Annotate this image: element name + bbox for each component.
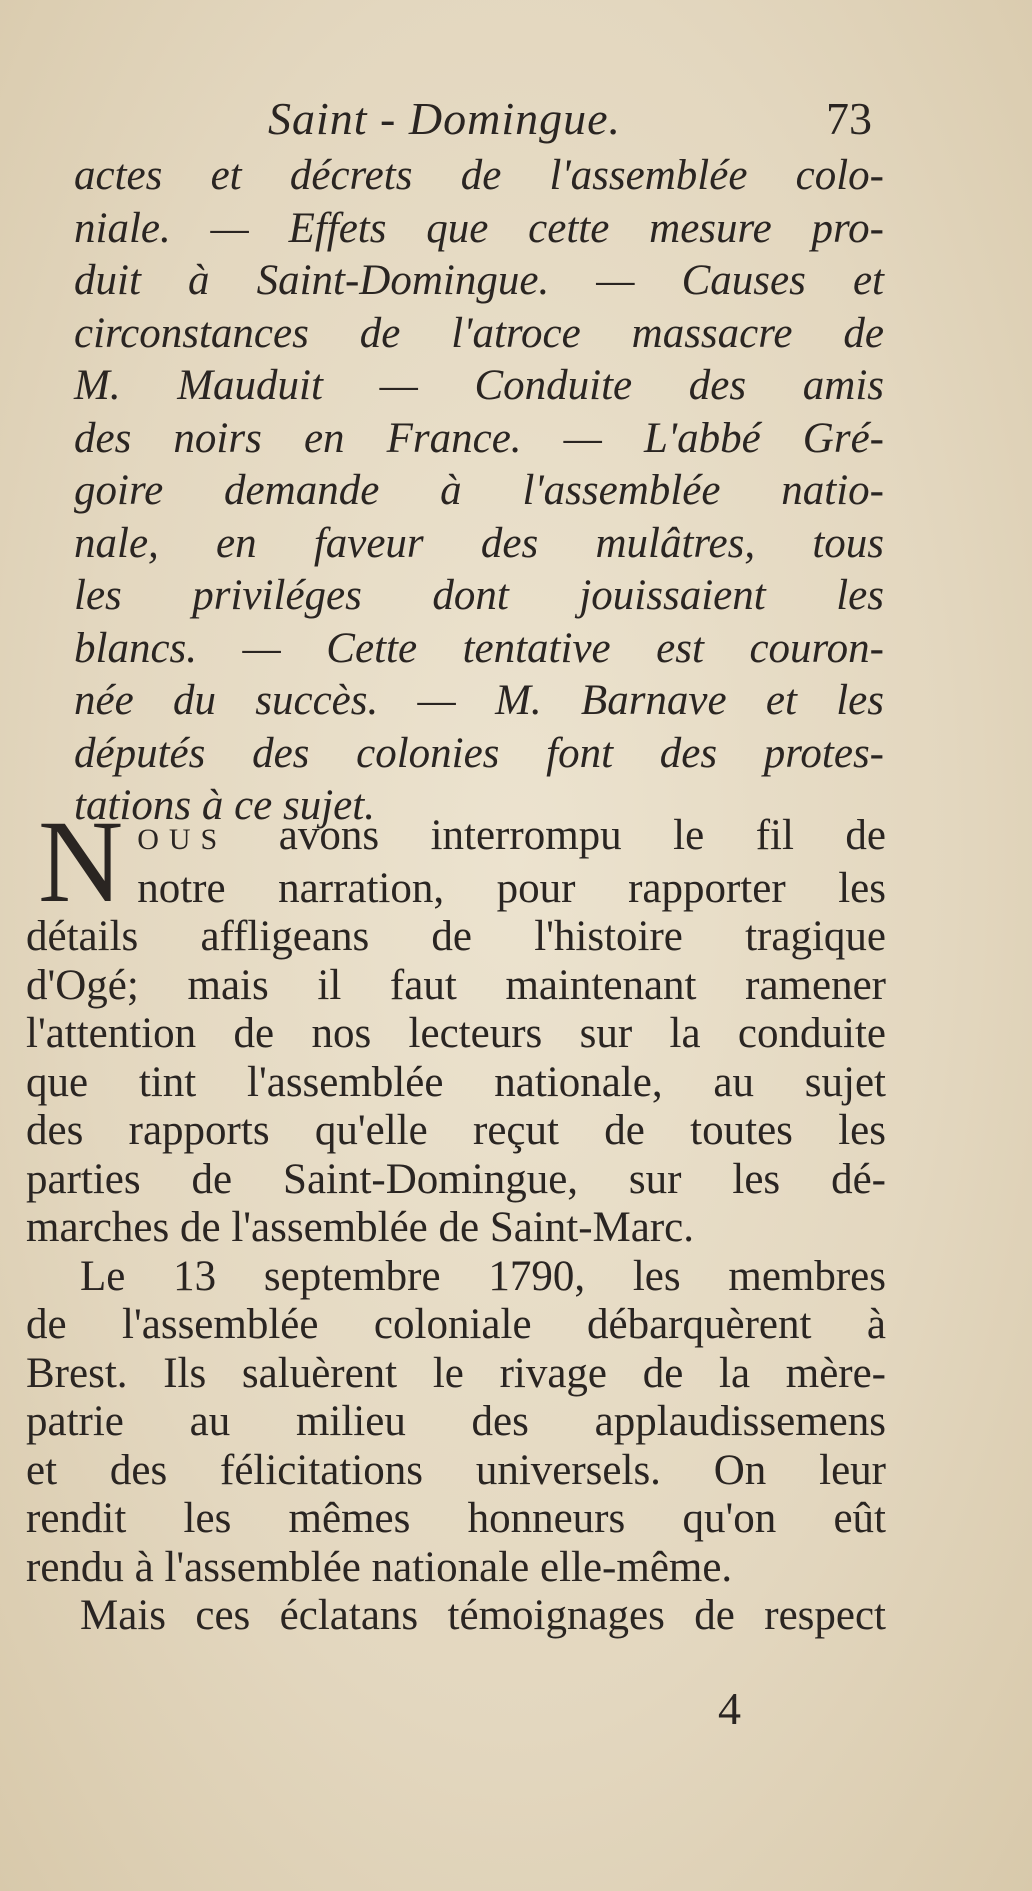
body-line: rendu à l'assemblée nationale elle-même. xyxy=(26,1543,733,1591)
body-line: marches de l'assemblée de Saint-Marc. xyxy=(26,1204,695,1251)
body-line: patrie au milieu des applaudissemens xyxy=(26,1398,886,1445)
paragraph-3 xyxy=(26,1592,886,1641)
body-line: des rapports qu'elle reçut de toutes les xyxy=(26,1107,886,1154)
summary-line: blancs. — Cette tentative est couron- xyxy=(74,624,884,672)
body-line: notre narration, pour rapporter les xyxy=(137,864,886,912)
paragraph-2 xyxy=(26,1253,886,1593)
summary-line: circonstances de l'atroce massacre de xyxy=(74,309,884,357)
body-line: de l'assemblée coloniale débarquèrent à xyxy=(26,1301,886,1348)
summary-line: actes et décrets de l'assemblée colo- xyxy=(74,152,884,199)
first-line-rest: avons interrompu le fil de xyxy=(278,812,887,859)
chapter-summary xyxy=(74,150,884,833)
summary-line: nale, en faveur des mulâtres, tous xyxy=(74,519,884,567)
body-line: détails affligeans de l'histoire tragique xyxy=(26,913,886,960)
summary-line: des noirs en France. — L'abbé Gré- xyxy=(74,414,884,462)
body-line: et des félicitations universels. On leur xyxy=(26,1446,886,1494)
body-line: Brest. Ils saluèrent le rivage de la mère- xyxy=(26,1349,886,1397)
summary-line: duit à Saint-Domingue. — Causes et xyxy=(74,257,884,304)
page-number: 73 xyxy=(826,93,872,144)
summary-line: tations à ce sujet. xyxy=(74,782,375,829)
summary-line: née du succès. — M. Barnave et les xyxy=(74,677,884,724)
summary-line: goire demande à l'assemblée natio- xyxy=(74,467,884,514)
first-word-rest: OUS xyxy=(137,823,228,856)
body-line: rendit les mêmes honneurs qu'on eût xyxy=(26,1495,886,1542)
body-line: d'Ogé; mais il faut maintenant ramener xyxy=(26,961,886,1009)
summary-line: les priviléges dont jouissaient les xyxy=(74,572,884,619)
summary-line: députés des colonies font des protes- xyxy=(74,729,884,777)
first-line xyxy=(26,812,886,865)
body-line: parties de Saint-Domingue, sur les dé- xyxy=(26,1155,886,1203)
body-line: que tint l'assemblée nationale, au sujet xyxy=(26,1058,886,1106)
body-line: Mais ces éclatans témoignages de respect xyxy=(80,1592,886,1639)
body-line: l'attention de nos lecteurs sur la conduite xyxy=(26,1010,886,1057)
summary-line: niale. — Effets que cette mesure pro- xyxy=(74,204,884,252)
body-line: Le 13 septembre 1790, les membres xyxy=(80,1252,886,1300)
drop-cap: N xyxy=(38,796,124,927)
signature-mark: 4 xyxy=(718,1683,741,1734)
summary-line: M. Mauduit — Conduite des amis xyxy=(74,362,884,409)
running-title: Saint - Domingue. xyxy=(268,93,622,144)
